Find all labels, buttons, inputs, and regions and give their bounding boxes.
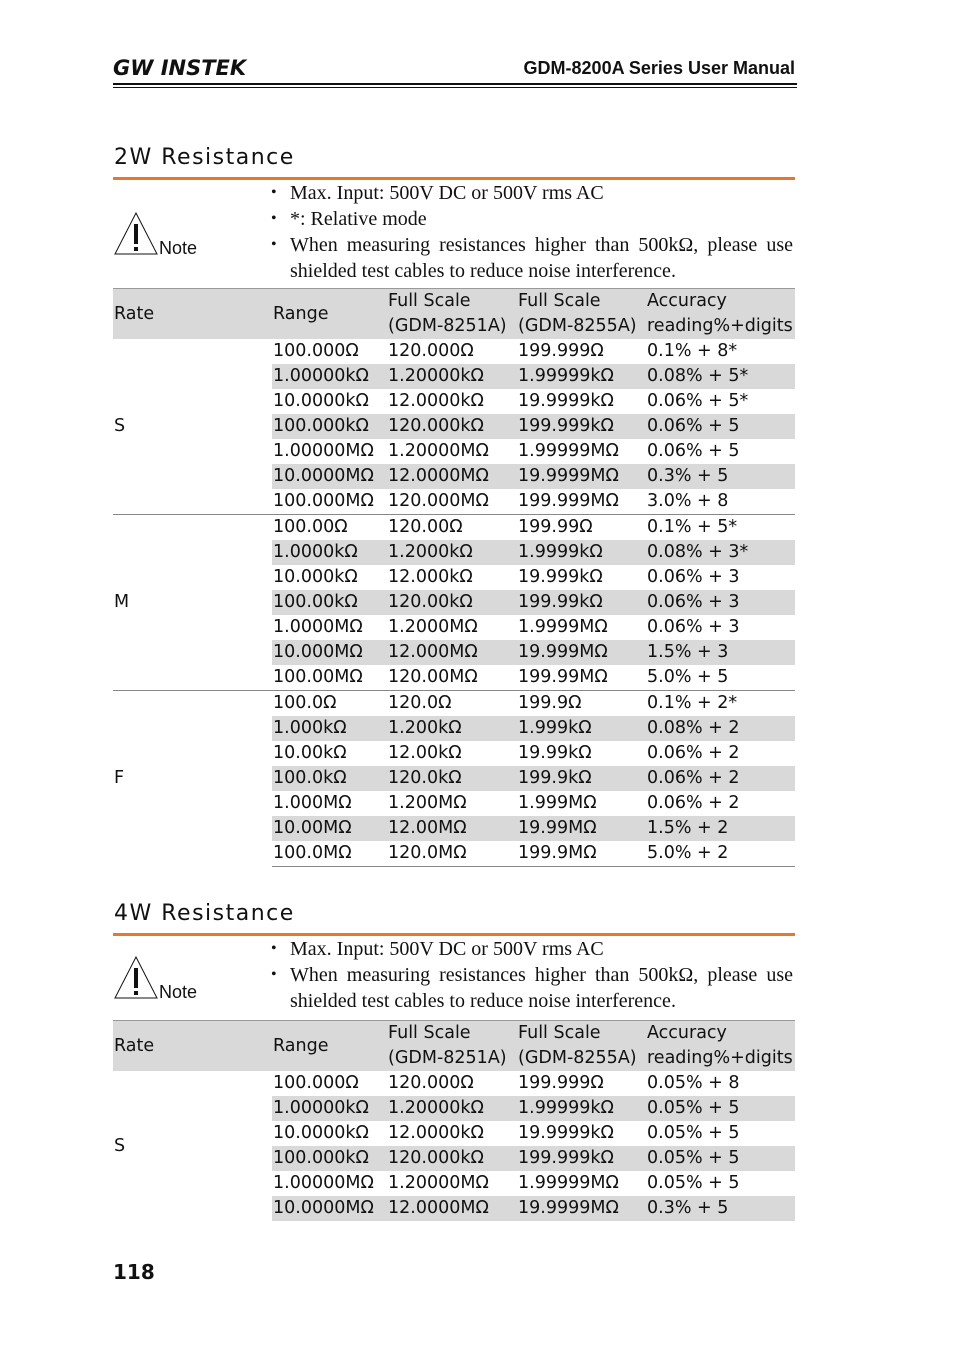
- col-header-accuracy-unit: reading%+digits: [646, 1046, 795, 1071]
- page-number: 118: [113, 1260, 155, 1284]
- accuracy-cell: 0.3% + 5: [646, 464, 795, 489]
- full-scale-8251a-cell: 1.2000MΩ: [388, 617, 478, 637]
- accuracy-cell: 0.05% + 5: [647, 1173, 740, 1193]
- range-cell: 10.00kΩ: [273, 743, 347, 763]
- note-list: [271, 936, 793, 1014]
- accuracy-cell: 5.0% + 2: [646, 841, 795, 867]
- range-cell: 100.000kΩ: [272, 1146, 387, 1171]
- full-scale-8255a-cell: 19.9999kΩ: [518, 1123, 614, 1143]
- table-row: [113, 691, 795, 717]
- col-header-fs1-model: (GDM-8251A): [387, 1046, 517, 1071]
- accuracy-cell: 0.05% + 5: [647, 1123, 740, 1143]
- section-title: 4W Resistance: [114, 901, 295, 926]
- col-header-fs2-model: (GDM-8255A): [517, 314, 646, 339]
- range-cell: 100.00kΩ: [272, 590, 387, 615]
- range-cell: 100.000Ω: [273, 1073, 359, 1093]
- full-scale-8251a-cell: 1.20000MΩ: [388, 1173, 489, 1193]
- full-scale-8255a-cell: 199.99Ω: [517, 515, 646, 541]
- full-scale-8251a-cell: 12.000MΩ: [387, 640, 517, 665]
- accuracy-cell: 0.1% + 5*: [646, 515, 795, 541]
- full-scale-8251a-cell: 12.0000MΩ: [387, 1196, 517, 1221]
- note-item: • *: Relative mode: [271, 206, 793, 232]
- note-item: • When measuring resistances higher than 500kΩ, please use shielded test cables to reduce noise interference.: [271, 962, 793, 1014]
- range-cell: 100.00Ω: [272, 515, 387, 541]
- full-scale-8251a-cell: 120.0Ω: [387, 691, 517, 717]
- range-cell: 1.000kΩ: [272, 716, 387, 741]
- range-cell: 100.000kΩ: [272, 414, 387, 439]
- spec-table-2w: [113, 288, 795, 867]
- note-label: Note: [159, 238, 198, 258]
- table-row: [113, 339, 795, 364]
- note-item: • Max. Input: 500V DC or 500V rms AC: [271, 936, 793, 962]
- full-scale-8255a-cell: 1.99999kΩ: [517, 364, 646, 389]
- section-4w-resistance: [113, 899, 795, 1221]
- range-cell: 10.0000kΩ: [273, 391, 369, 411]
- warning-icon: [113, 210, 159, 256]
- range-cell: 1.00000MΩ: [273, 441, 374, 461]
- table-header-row: [113, 289, 795, 315]
- full-scale-8251a-cell: 120.000Ω: [388, 341, 474, 361]
- accuracy-cell: 3.0% + 8: [647, 491, 729, 511]
- range-cell: 1.0000kΩ: [272, 540, 387, 565]
- full-scale-8251a-cell: 12.0000MΩ: [387, 464, 517, 489]
- full-scale-8251a-cell: 12.0000kΩ: [388, 1123, 484, 1143]
- note-label: Note: [159, 982, 198, 1002]
- full-scale-8255a-cell: 19.999MΩ: [517, 640, 646, 665]
- accuracy-cell: 0.1% + 2*: [646, 691, 795, 717]
- full-scale-8255a-cell: 19.9999MΩ: [517, 464, 646, 489]
- col-header-accuracy: Accuracy: [646, 1021, 795, 1047]
- full-scale-8251a-cell: 120.000kΩ: [387, 1146, 517, 1171]
- note-block: [113, 936, 795, 1020]
- accuracy-cell: 0.08% + 3*: [646, 540, 795, 565]
- col-header-fs2: Full Scale: [517, 1021, 646, 1047]
- full-scale-8255a-cell: 199.999kΩ: [517, 414, 646, 439]
- full-scale-8255a-cell: 199.9MΩ: [517, 841, 646, 867]
- full-scale-8251a-cell: 1.2000kΩ: [387, 540, 517, 565]
- note-block: [113, 180, 795, 288]
- note-item: • When measuring resistances higher than 500kΩ, please use shielded test cables to reduce noise interference.: [271, 232, 793, 284]
- full-scale-8255a-cell: 1.9999MΩ: [518, 617, 608, 637]
- col-header-range: Range: [272, 289, 387, 340]
- full-scale-8251a-cell: 1.200MΩ: [388, 793, 467, 813]
- full-scale-8255a-cell: 199.99MΩ: [518, 667, 608, 687]
- full-scale-8251a-cell: 1.20000kΩ: [387, 364, 517, 389]
- rate-cell: S: [114, 416, 126, 436]
- full-scale-8251a-cell: 1.20000kΩ: [387, 1096, 517, 1121]
- range-cell: 10.000kΩ: [273, 567, 358, 587]
- brand-logo: GW INSTEK: [113, 56, 247, 80]
- full-scale-8251a-cell: 12.000kΩ: [388, 567, 473, 587]
- col-header-fs1: Full Scale: [387, 1021, 517, 1047]
- full-scale-8255a-cell: 1.99999kΩ: [517, 1096, 646, 1121]
- full-scale-8251a-cell: 120.000kΩ: [387, 414, 517, 439]
- accuracy-cell: 0.06% + 5: [646, 414, 795, 439]
- header-rule-thin: [113, 87, 797, 88]
- full-scale-8255a-cell: 19.99kΩ: [518, 743, 592, 763]
- full-scale-8255a-cell: 1.99999MΩ: [518, 1173, 619, 1193]
- full-scale-8255a-cell: 1.99999MΩ: [518, 441, 619, 461]
- accuracy-cell: 0.08% + 5*: [646, 364, 795, 389]
- accuracy-cell: 0.05% + 8: [647, 1073, 740, 1093]
- full-scale-8255a-cell: 19.9999kΩ: [518, 391, 614, 411]
- full-scale-8255a-cell: 199.999Ω: [518, 341, 604, 361]
- full-scale-8251a-cell: 120.00kΩ: [387, 590, 517, 615]
- range-cell: 100.0Ω: [272, 691, 387, 717]
- full-scale-8255a-cell: 199.999kΩ: [517, 1146, 646, 1171]
- accuracy-cell: 1.5% + 2: [646, 816, 795, 841]
- header-rule: [113, 83, 797, 85]
- col-header-rate: Rate: [113, 289, 272, 340]
- full-scale-8251a-cell: 12.0000kΩ: [388, 391, 484, 411]
- table-row: [113, 1071, 795, 1096]
- warning-icon: [113, 954, 159, 1000]
- full-scale-8255a-cell: 1.999MΩ: [518, 793, 597, 813]
- col-header-rate: Rate: [113, 1021, 272, 1072]
- accuracy-cell: 0.06% + 3: [647, 567, 740, 587]
- table-body: [113, 339, 795, 867]
- accuracy-cell: 0.06% + 3: [647, 617, 740, 637]
- range-cell: 10.0000kΩ: [273, 1123, 369, 1143]
- full-scale-8255a-cell: 19.999kΩ: [518, 567, 603, 587]
- range-cell: 1.00000kΩ: [272, 1096, 387, 1121]
- accuracy-cell: 0.06% + 2: [647, 793, 740, 813]
- rate-cell: M: [113, 515, 272, 691]
- range-cell: 1.00000MΩ: [273, 1173, 374, 1193]
- full-scale-8255a-cell: 1.9999kΩ: [517, 540, 646, 565]
- table-header-row: [113, 1021, 795, 1047]
- full-scale-8251a-cell: 1.20000MΩ: [388, 441, 489, 461]
- full-scale-8255a-cell: 199.999MΩ: [518, 491, 619, 511]
- col-header-accuracy-unit: reading%+digits: [646, 314, 795, 339]
- full-scale-8255a-cell: 1.999kΩ: [517, 716, 646, 741]
- accuracy-cell: 0.08% + 2: [646, 716, 795, 741]
- range-cell: 100.00MΩ: [273, 667, 363, 687]
- accuracy-cell: 0.3% + 5: [646, 1196, 795, 1221]
- accuracy-cell: 0.06% + 3: [646, 590, 795, 615]
- range-cell: 100.0kΩ: [272, 766, 387, 791]
- full-scale-8251a-cell: 120.00Ω: [387, 515, 517, 541]
- col-header-range: Range: [272, 1021, 387, 1072]
- range-cell: 10.0000MΩ: [272, 1196, 387, 1221]
- table-body: [113, 1071, 795, 1221]
- range-cell: 100.000MΩ: [273, 491, 374, 511]
- full-scale-8251a-cell: 120.000MΩ: [388, 491, 489, 511]
- full-scale-8251a-cell: 120.0MΩ: [387, 841, 517, 867]
- rate-cell: F: [113, 691, 272, 867]
- full-scale-8255a-cell: 199.9kΩ: [517, 766, 646, 791]
- accuracy-cell: 0.06% + 5*: [647, 391, 749, 411]
- col-header-accuracy: Accuracy: [646, 289, 795, 315]
- full-scale-8255a-cell: 19.99MΩ: [517, 816, 646, 841]
- range-cell: 10.00MΩ: [272, 816, 387, 841]
- range-cell: 100.0MΩ: [272, 841, 387, 867]
- full-scale-8255a-cell: 19.9999MΩ: [517, 1196, 646, 1221]
- page-header: [113, 56, 797, 86]
- range-cell: 10.000MΩ: [272, 640, 387, 665]
- note-item: • Max. Input: 500V DC or 500V rms AC: [271, 180, 793, 206]
- accuracy-cell: 0.06% + 5: [647, 441, 740, 461]
- full-scale-8255a-cell: 199.99kΩ: [517, 590, 646, 615]
- note-list: [271, 180, 793, 284]
- accuracy-cell: 0.06% + 2: [646, 766, 795, 791]
- full-scale-8255a-cell: 199.999Ω: [518, 1073, 604, 1093]
- col-header-fs2: Full Scale: [517, 289, 646, 315]
- full-scale-8255a-cell: 199.9Ω: [517, 691, 646, 717]
- full-scale-8251a-cell: 120.000Ω: [388, 1073, 474, 1093]
- section-2w-resistance: [113, 143, 795, 867]
- rate-cell: S: [114, 1135, 126, 1156]
- table-row: [113, 515, 795, 541]
- full-scale-8251a-cell: 12.00kΩ: [388, 743, 462, 763]
- accuracy-cell: 0.06% + 2: [647, 743, 740, 763]
- full-scale-8251a-cell: 120.0kΩ: [387, 766, 517, 791]
- accuracy-cell: 0.05% + 5: [646, 1096, 795, 1121]
- full-scale-8251a-cell: 120.00MΩ: [388, 667, 478, 687]
- col-header-fs1: Full Scale: [387, 289, 517, 315]
- accuracy-cell: 0.1% + 8*: [647, 341, 738, 361]
- full-scale-8251a-cell: 1.200kΩ: [387, 716, 517, 741]
- section-title: 2W Resistance: [114, 145, 295, 170]
- range-cell: 10.0000MΩ: [272, 464, 387, 489]
- range-cell: 1.0000MΩ: [273, 617, 363, 637]
- range-cell: 1.00000kΩ: [272, 364, 387, 389]
- full-scale-8251a-cell: 12.00MΩ: [387, 816, 517, 841]
- manual-title: GDM-8200A Series User Manual: [523, 58, 795, 78]
- col-header-fs2-model: (GDM-8255A): [517, 1046, 646, 1071]
- col-header-fs1-model: (GDM-8251A): [387, 314, 517, 339]
- accuracy-cell: 5.0% + 5: [647, 667, 729, 687]
- spec-table-4w: [113, 1020, 795, 1221]
- range-cell: 100.000Ω: [273, 341, 359, 361]
- range-cell: 1.000MΩ: [273, 793, 352, 813]
- accuracy-cell: 1.5% + 3: [646, 640, 795, 665]
- accuracy-cell: 0.05% + 5: [646, 1146, 795, 1171]
